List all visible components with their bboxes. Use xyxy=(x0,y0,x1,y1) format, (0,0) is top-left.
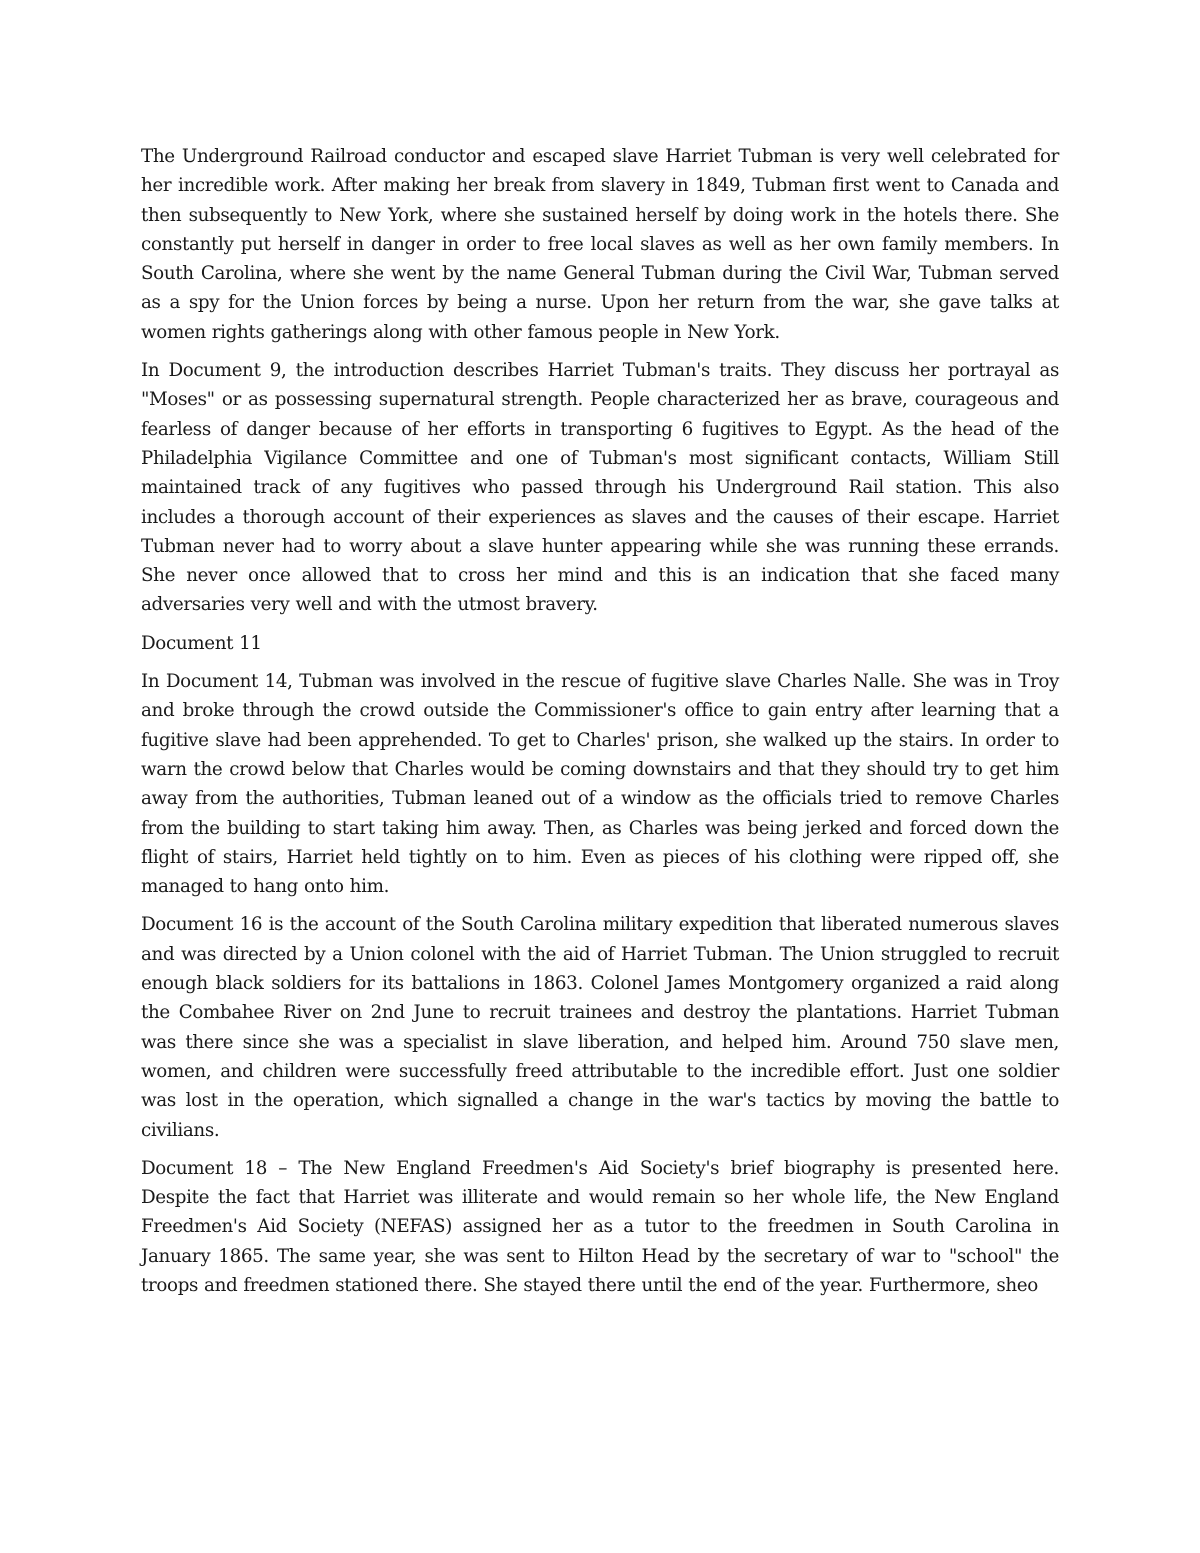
paragraph-document-16: Document 16 is the account of the South Carolina military expedition that liberated numerous slaves and was directed by a Union colonel with the aid of Harriet Tubman. The Union struggled to recruit enough black soldiers for its battalions in 1863. Colonel James Montgomery organized a raid along the Combahee River on 2nd June to recruit trainees and destroy the plantations. Harriet Tubman was there since she was a specialist in slave liberation, and helped him. Around 750 slave men, women, and children were successfully freed attributable to the incredible effort. Just one soldier was lost in the operation, which signalled a change in the war's tactics by moving the battle to civilians. xyxy=(141,914,1059,1141)
document-body xyxy=(141,142,1059,1309)
paragraph-document-9: In Document 9, the introduction describes Harriet Tubman's traits. They discuss her portrayal as "Moses" or as possessing supernatural strength. People characterized her as brave, courageous and fearless of danger because of her efforts in transporting 6 fugitives to Egypt. As the head of the Philadelphia Vigilance Committee and one of Tubman's most significant contacts, William Still maintained track of any fugitives who passed through his Underground Rail station. This also includes a thorough account of their experiences as slaves and the causes of their escape. Harriet Tubman never had to worry about a slave hunter appearing while she was running these errands. She never once allowed that to cross her mind and this is an indication that she faced many adversaries very well and with the utmost bravery. xyxy=(141,360,1059,616)
paragraph-document-18: Document 18 – The New England Freedmen's Aid Society's brief biography is presented here. Despite the fact that Harriet was illiterate and would remain so her whole life, the New England Freedmen's Aid Society (NEFAS) assigned her as a tutor to the freedmen in South Carolina in January 1865. The same year, she was sent to Hilton Head by the secretary of war to "school" the troops and freedmen stationed there. She stayed there until the end of the year. Furthermore, sheo xyxy=(141,1157,1059,1296)
paragraph-tubman-intro: The Underground Railroad conductor and escaped slave Harriet Tubman is very well celebrated for her incredible work. After making her break from slavery in 1849, Tubman first went to Canada and then subsequently to New York, where she sustained herself by doing work in the hotels there. She constantly put herself in danger in order to free local slaves as well as her own family members. In South Carolina, where she went by the name General Tubman during the Civil War, Tubman served as a spy for the Union forces by being a nurse. Upon her return from the war, she gave talks at women rights gatherings along with other famous people in New York. xyxy=(141,146,1059,343)
paragraph-document-14: In Document 14, Tubman was involved in the rescue of fugitive slave Charles Nalle. She was in Troy and broke through the crowd outside the Commissioner's office to gain entry after learning that a fugitive slave had been apprehended. To get to Charles' prison, she walked up the stairs. In order to warn the crowd below that Charles would be coming downstairs and that they should try to get him away from the authorities, Tubman leaned out of a window as the officials tried to remove Charles from the building to start taking him away. Then, as Charles was being jerked and forced down the flight of stairs, Harriet held tightly on to him. Even as pieces of his clothing were ripped off, she managed to hang onto him. xyxy=(141,671,1059,898)
paragraph-document-11-heading: Document 11 xyxy=(141,632,262,654)
